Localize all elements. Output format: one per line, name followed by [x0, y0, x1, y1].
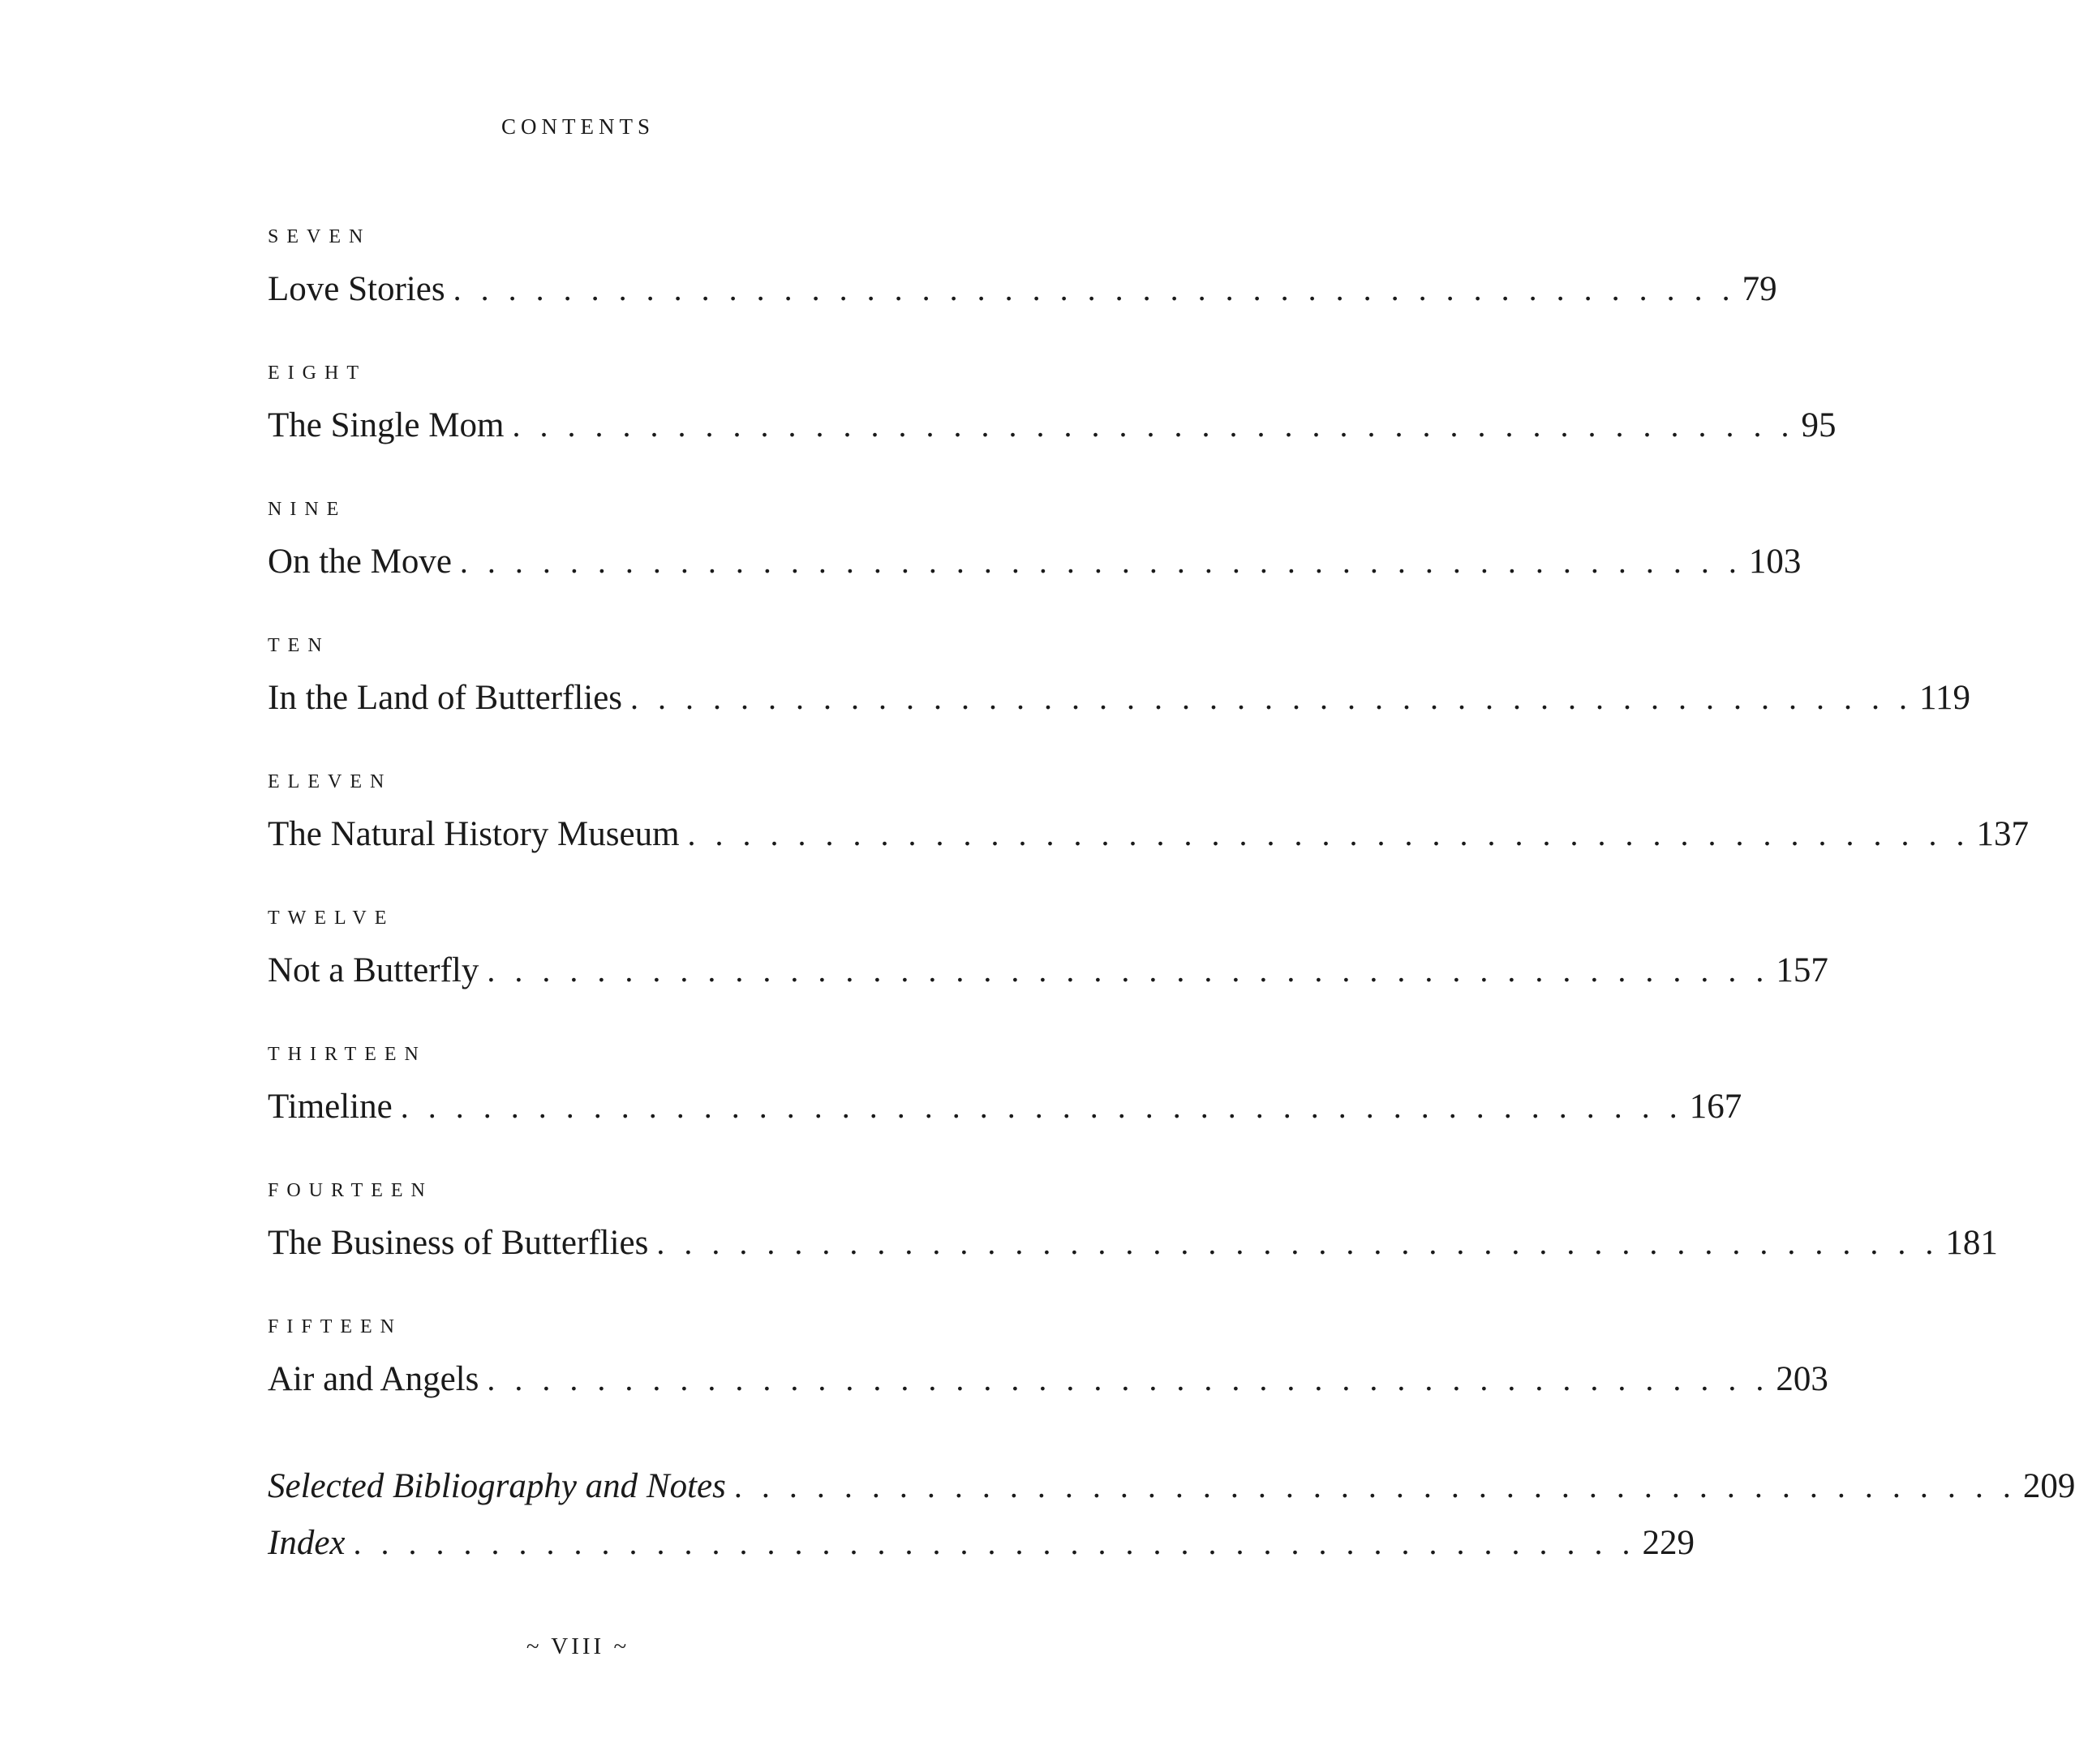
dot-leader: . . . . . . . . . . . . . . . . . . . . . . . . . . . . . . . . . . . . . . . . . . . . . . . [656, 1225, 1940, 1261]
page-number: 181 [1945, 1224, 1998, 1262]
page-number: 203 [1776, 1360, 1828, 1398]
dot-leader: . . . . . . . . . . . . . . . . . . . . . . . . . . . . . . . . . . . . . . . . . . . . . . . [487, 1361, 1770, 1397]
chapter-title: The Business of Butterflies [268, 1224, 649, 1262]
chapter-number: FIFTEEN [268, 1316, 402, 1337]
page-number: 137 [1976, 815, 2030, 853]
page-folio: ~ VIII ~ [526, 1633, 630, 1659]
dot-leader: . . . . . . . . . . . . . . . . . . . . . . . . . . . . . . . . . . . . . . . . . . . . . . . [630, 680, 1914, 716]
dot-leader: . . . . . . . . . . . . . . . . . . . . . . . . . . . . . . . . . . . . . . . . . . . . . . . [512, 407, 1795, 444]
toc-entry [268, 676, 1970, 720]
dot-leader: . . . . . . . . . . . . . . . . . . . . . . . . . . . . . . . . . . . . . . . . . . . . . . . [453, 271, 1736, 307]
page-number: 79 [1742, 270, 1777, 308]
toc-entry [268, 1358, 1828, 1401]
chapter-number: ELEVEN [268, 771, 393, 792]
page-number: 229 [1642, 1524, 1695, 1562]
page-number: 119 [1919, 679, 1970, 717]
dot-leader: . . . . . . . . . . . . . . . . . . . . . . . . . . . . . . . . . . . . . . . . . . . . . . . [487, 952, 1770, 989]
toc-entry [268, 404, 1837, 448]
toc-entry [268, 540, 1802, 584]
page-number: 167 [1689, 1088, 1742, 1126]
toc-entry [268, 268, 1777, 311]
chapter-title: The Natural History Museum [268, 815, 680, 853]
toc-entry-back-matter [268, 1522, 1695, 1565]
page-number: 103 [1748, 543, 1802, 581]
dot-leader: . . . . . . . . . . . . . . . . . . . . . . . . . . . . . . . . . . . . . . . . . . . . . . . [353, 1525, 1636, 1561]
chapter-title: Love Stories [268, 270, 445, 308]
toc-entry [268, 813, 2030, 856]
page-number: 157 [1776, 951, 1828, 989]
toc-entry [268, 1085, 1742, 1129]
chapter-title: On the Move [268, 543, 452, 581]
back-matter-title: Index [268, 1524, 346, 1562]
chapter-title: Timeline [268, 1088, 393, 1126]
toc-entry [268, 1221, 1998, 1265]
dot-leader: . . . . . . . . . . . . . . . . . . . . . . . . . . . . . . . . . . . . . . . . . . . . . . . [687, 816, 1970, 852]
toc-entry [268, 949, 1828, 993]
chapter-number: FOURTEEN [268, 1180, 433, 1201]
chapter-number: NINE [268, 499, 347, 520]
chapter-number: SEVEN [268, 226, 372, 247]
dot-leader: . . . . . . . . . . . . . . . . . . . . . . . . . . . . . . . . . . . . . . . . . . . . . . . [400, 1088, 1683, 1125]
chapter-title: In the Land of Butterflies [268, 679, 623, 717]
chapter-number: THIRTEEN [268, 1044, 427, 1065]
page-number: 209 [2022, 1467, 2075, 1505]
chapter-number: TEN [268, 635, 330, 656]
chapter-title: Not a Butterfly [268, 951, 479, 989]
chapter-number: EIGHT [268, 363, 367, 384]
back-matter-title: Selected Bibliography and Notes [268, 1467, 726, 1505]
dot-leader: . . . . . . . . . . . . . . . . . . . . . . . . . . . . . . . . . . . . . . . . . . . . . . . [733, 1468, 2017, 1504]
chapter-title: Air and Angels [268, 1360, 479, 1398]
chapter-title: The Single Mom [268, 406, 505, 444]
toc-entry-back-matter [268, 1465, 2075, 1509]
running-head: CONTENTS [501, 114, 655, 139]
page-number: 95 [1801, 406, 1837, 444]
chapter-number: TWELVE [268, 908, 395, 929]
dot-leader: . . . . . . . . . . . . . . . . . . . . . . . . . . . . . . . . . . . . . . . . . . . . . . . [459, 543, 1742, 580]
